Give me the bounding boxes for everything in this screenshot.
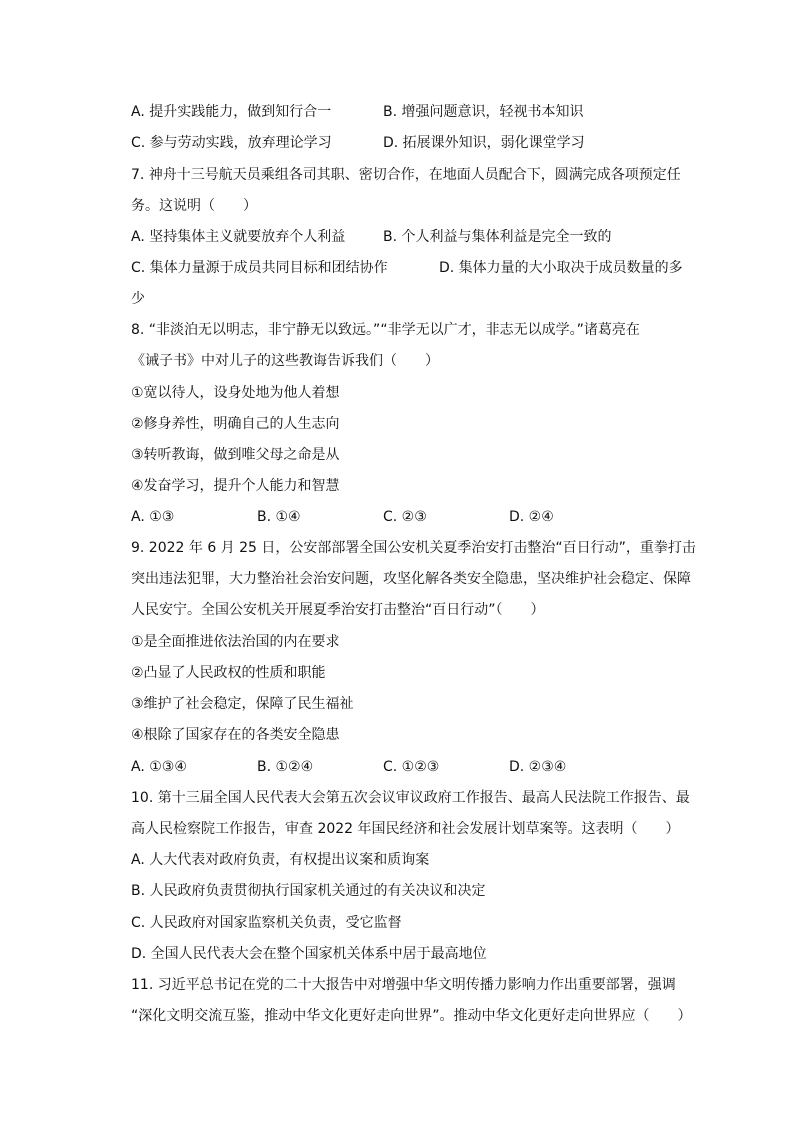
q8-option-a: A. ①③ xyxy=(131,509,175,525)
q9-option-d: D. ②③④ xyxy=(509,759,567,775)
q10-stem-line-2: 高人民检察院工作报告，审查 2022 年国民经济和社会发展计划草案等。这表明（ ） xyxy=(131,821,680,837)
q8-option-c: C. ②③ xyxy=(383,509,427,525)
q9-item-4: ④根除了国家存在的各类安全隐患 xyxy=(131,727,340,743)
q11-stem-line-1: 11. 习近平总书记在党的二十大报告中对增强中华文明传播力影响力作出重要部署，强调 xyxy=(131,977,676,993)
q6-option-c: C. 参与劳动实践，放弃理论学习 xyxy=(131,135,332,151)
q7-option-a: A. 坚持集体主义就要放弃个人利益 xyxy=(131,229,346,245)
q9-stem-line-3: 人民安宁。全国公安机关开展夏季治安打击整治“百日行动”（ ） xyxy=(131,602,545,618)
q8-option-d: D. ②④ xyxy=(509,509,554,525)
q7-option-d: D. 集体力量的大小取决于成员数量的多 xyxy=(439,260,683,276)
q7-option-d-wrap: 少 xyxy=(131,291,145,307)
q8-stem-line-2: 《诫子书》中对儿子的这些教诲告诉我们（ ） xyxy=(131,353,439,369)
q10-option-d: D. 全国人民代表大会在整个国家机关体系中居于最高地位 xyxy=(131,946,487,962)
q10-option-a: A. 人大代表对政府负责，有权提出议案和质询案 xyxy=(131,852,430,868)
q8-item-4: ④发奋学习，提升个人能力和智慧 xyxy=(131,478,340,494)
q11-stem-line-2: “深化文明交流互鉴，推动中华文化更好走向世界”。推动中华文化更好走向世界应（ ） xyxy=(131,1008,692,1024)
q7-stem-line-1: 7. 神舟十三号航天员乘组各司其职、密切合作，在地面人员配合下，圆满完成各项预定任 xyxy=(131,167,681,183)
q8-item-1: ①宽以待人，设身处地为他人着想 xyxy=(131,385,340,401)
q9-item-3: ③维护了社会稳定，保障了民生福祉 xyxy=(131,696,354,712)
q8-item-2: ②修身养性，明确自己的人生志向 xyxy=(131,416,340,432)
q6-option-d: D. 拓展课外知识，弱化课堂学习 xyxy=(383,135,585,151)
q9-option-a: A. ①③④ xyxy=(131,759,187,775)
q10-option-c: C. 人民政府对国家监察机关负责，受它监督 xyxy=(131,915,402,931)
q9-item-2: ②凸显了人民政权的性质和职能 xyxy=(131,665,326,681)
q9-option-c: C. ①②③ xyxy=(383,759,440,775)
q9-stem-line-2: 突出违法犯罪，大力整治社会治安问题，攻坚化解各类安全隐患，坚决维护社会稳定、保障 xyxy=(131,571,691,587)
q7-option-c: C. 集体力量源于成员共同目标和团结协作 xyxy=(131,260,388,276)
q6-option-a: A. 提升实践能力，做到知行合一 xyxy=(131,104,332,120)
q7-option-b: B. 个人利益与集体利益是完全一致的 xyxy=(383,229,612,245)
q10-option-b: B. 人民政府负责贯彻执行国家机关通过的有关决议和决定 xyxy=(131,883,486,899)
q8-stem-line-1: 8. “非淡泊无以明志，非宁静无以致远。”“非学无以广才，非志无以成学。”诸葛亮在 xyxy=(131,322,640,338)
q8-option-b: B. ①④ xyxy=(257,509,301,525)
q9-item-1: ①是全面推进依法治国的内在要求 xyxy=(131,634,340,650)
q9-option-b: B. ①②④ xyxy=(257,759,314,775)
q7-stem-line-2: 务。这说明（ ） xyxy=(131,198,257,214)
q10-stem-line-1: 10. 第十三届全国人民代表大会第五次会议审议政府工作报告、最高人民法院工作报告、最 xyxy=(131,790,690,806)
q6-option-b: B. 增强问题意识，轻视书本知识 xyxy=(383,104,584,120)
q8-item-3: ③转听教诲，做到唯父母之命是从 xyxy=(131,447,340,463)
q9-stem-line-1: 9. 2022 年 6 月 25 日，公安部部署全国公安机关夏季治安打击整治“百日行动”，重拳打击 xyxy=(131,540,696,556)
